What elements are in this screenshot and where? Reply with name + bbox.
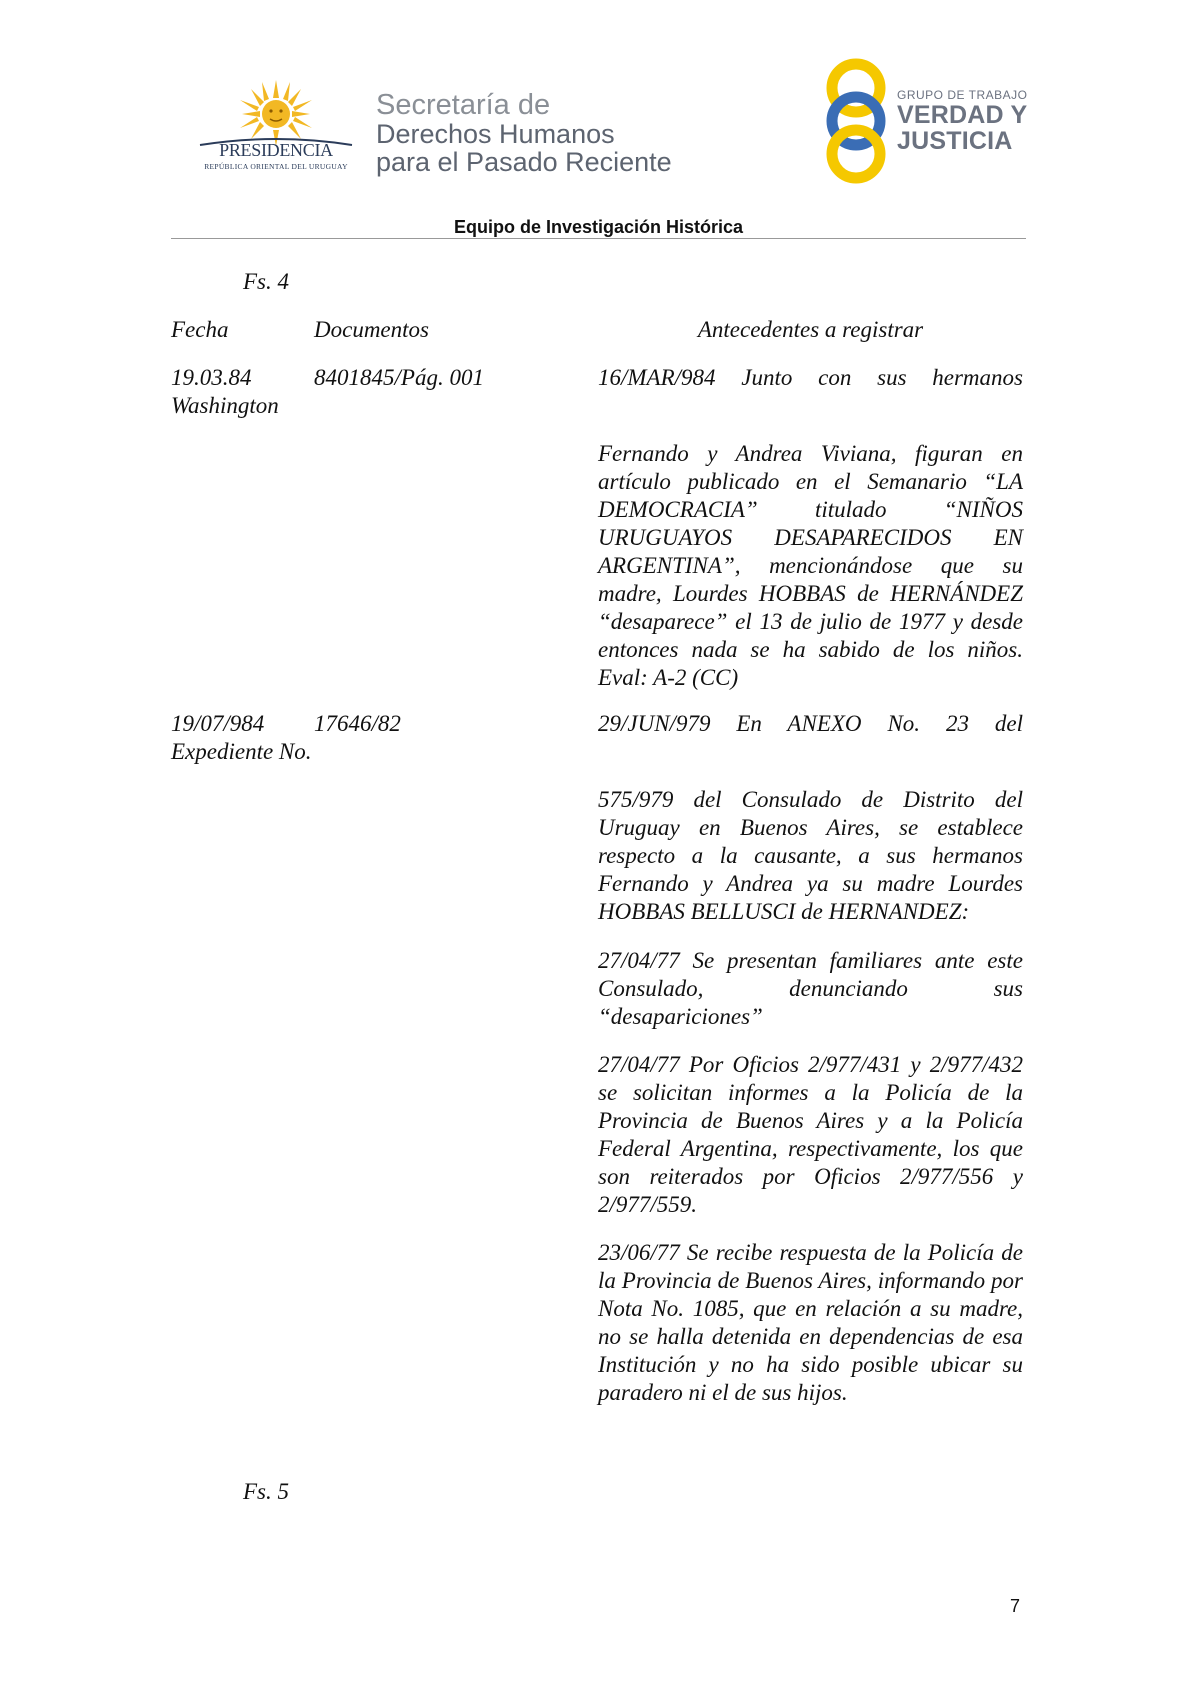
secretaria-line3: para el Pasado Reciente xyxy=(376,147,672,177)
entry2-lead: 29/JUN/979 En ANEXO No. 23 del xyxy=(598,711,1023,736)
presidencia-logo xyxy=(196,80,356,180)
presidencia-subtitle: REPÚBLICA ORIENTAL DEL URUGUAY xyxy=(204,162,348,171)
entry2-documento: 17646/82 xyxy=(314,711,401,736)
secretaria-logo xyxy=(376,90,672,176)
entry1-text: Fernando y Andrea Viviana, figuran en artículo publicado en el Semanario “LA DEMOCRACIA” titulado “NIÑOS URUGUAYOS DESAPARECIDOS EN ARGENTINA”, mencionándose que su madre, Lourdes HOBBAS de HERNÁNDEZ “desaparece” el 13 de julio de 1977 y desde entonces nada se ha sabido de los niños. Eval: A-2 (CC) xyxy=(598,441,1023,690)
header-divider xyxy=(171,238,1026,239)
entry2-paragraph-3: 27/04/77 Por Oficios 2/977/431 y 2/977/432 se solicitan informes a la Policía de la Provincia de Buenos Aires y a la Policía Federal Argentina, respectivamente, los que son reiterados por Oficios 2/977/556 y 2/977/559. xyxy=(598,1052,1023,1217)
entry1-fecha-line2: Washington xyxy=(171,393,279,418)
entry2-fecha xyxy=(171,710,312,766)
entry2-paragraph-2: 27/04/77 Se presentan familiares ante este Consulado, denunciando sus “desapariciones” xyxy=(598,948,1023,1029)
secretaria-line2: Derechos Humanos xyxy=(376,119,615,149)
grupo-line2: VERDAD Y xyxy=(897,101,1028,129)
secretaria-line1: Secretaría de xyxy=(376,89,551,121)
page-number: 7 xyxy=(1010,1596,1021,1616)
grupo-line1: GRUPO DE TRABAJO xyxy=(897,88,1028,102)
folio-top: Fs. 4 xyxy=(243,269,289,294)
team-title: Equipo de Investigación Histórica xyxy=(453,217,744,237)
entry2-paragraph-4: 23/06/77 Se recibe respuesta de la Policía de la Provincia de Buenos Aires, informando por Nota No. 1085, que en relación a su madre, no se halla detenida en dependencias de esa Institución y no ha sido posible ubicar su paradero ni el de sus hijos. xyxy=(598,1240,1023,1405)
entry2-fecha-line2: Expediente No. xyxy=(171,739,312,764)
grupo-line3: JUSTICIA xyxy=(897,127,1013,155)
column-header-documentos: Documentos xyxy=(314,317,429,342)
entry1-fecha-line1: 19.03.84 xyxy=(171,365,252,390)
entry1-fecha xyxy=(171,364,279,420)
entry1-lead: 16/MAR/984 Junto con sus hermanos xyxy=(598,365,1023,390)
verdad-justicia-logo-text xyxy=(897,88,1027,154)
presidencia-name: PRESIDENCIA xyxy=(219,140,333,160)
entry2-fecha-line1: 19/07/984 xyxy=(171,711,265,736)
entry1-documento: 8401845/Pág. 001 xyxy=(314,365,484,390)
folio-bottom: Fs. 5 xyxy=(243,1479,289,1504)
entry2-paragraph-1: 575/979 del Consulado de Distrito del Uruguay en Buenos Aires, se establece respecto a la causante, a sus hermanos Fernando y Andrea ya su madre Lourdes HOBBAS BELLUSCI de HERNANDEZ: xyxy=(598,787,1023,924)
column-header-antecedentes: Antecedentes a registrar xyxy=(697,317,924,342)
column-header-fecha: Fecha xyxy=(171,317,229,342)
